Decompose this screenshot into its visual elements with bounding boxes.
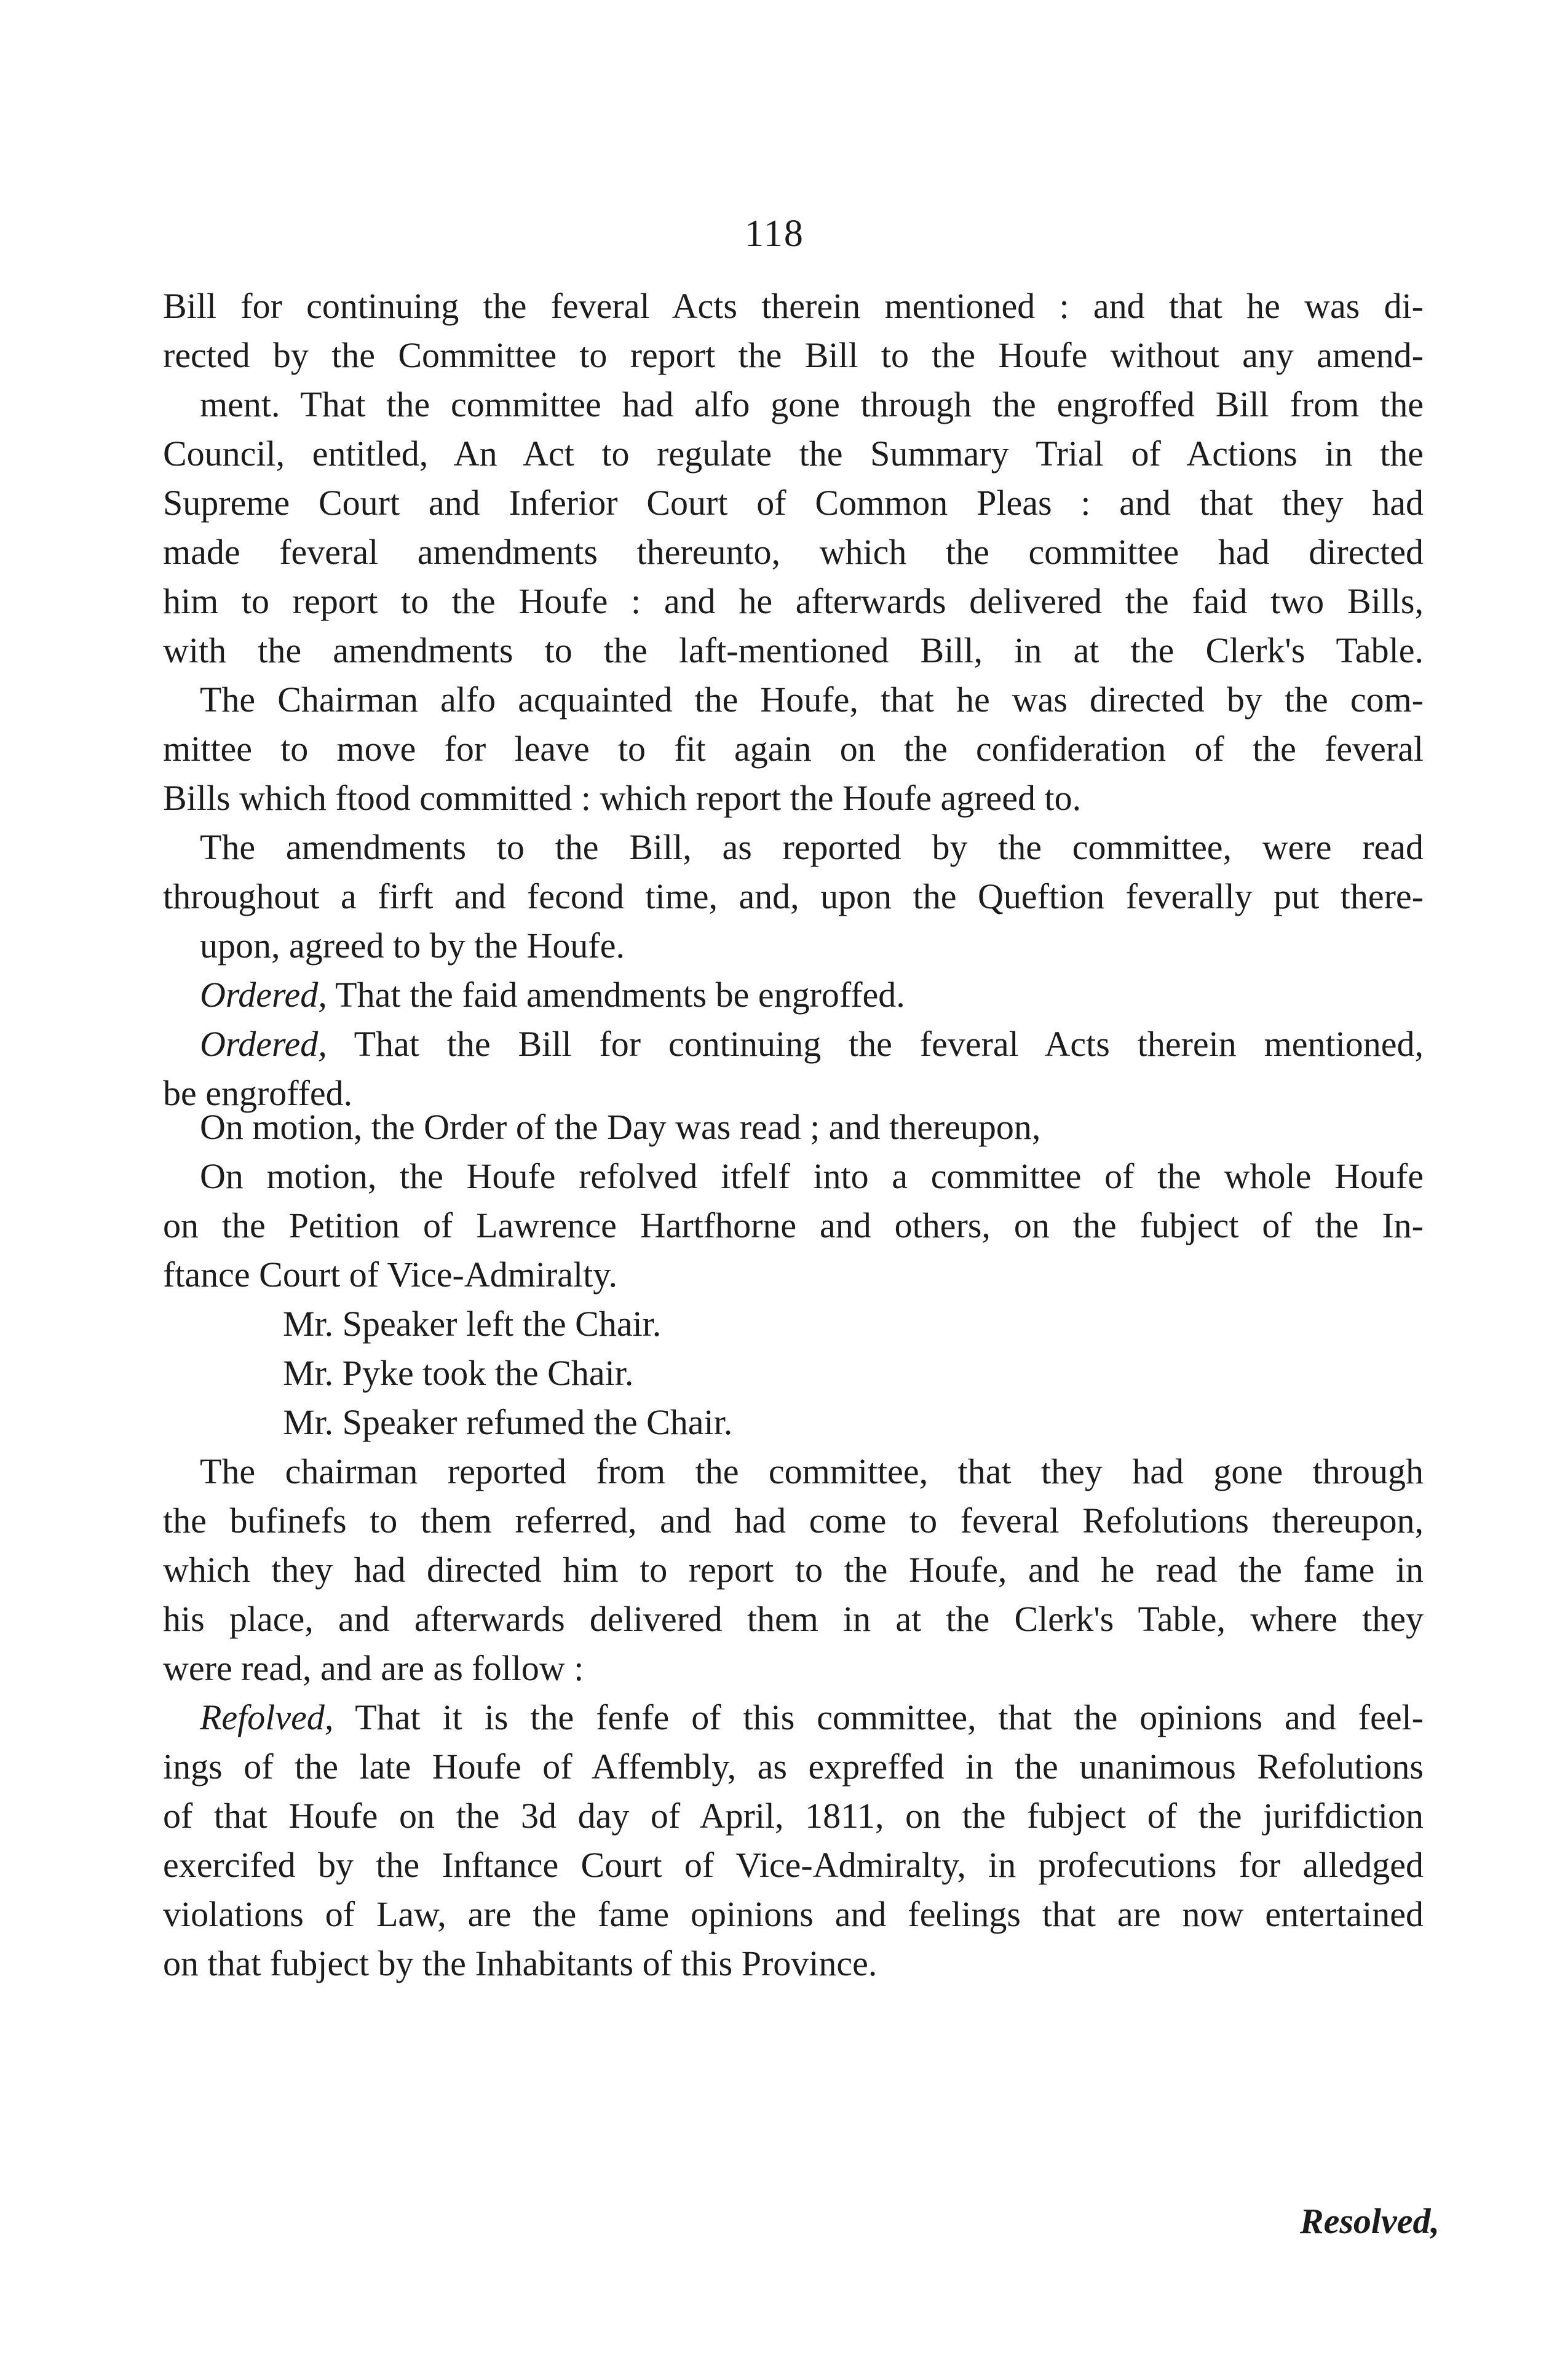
text-line: of that Houfe on the 3d day of April, 1811, on the fubject of the jurifdiction — [163, 1796, 1424, 1836]
ordered-label: Ordered, — [200, 1024, 327, 1064]
text-line: Supreme Court and Inferior Court of Common Pleas : and that they had — [163, 483, 1424, 523]
text-line: The amendments to the Bill, as reported by the committee, were read — [200, 827, 1424, 867]
text-line: the bufinefs to them referred, and had come to feveral Refolutions thereupon, — [163, 1501, 1424, 1541]
ordered-text: That the faid amendments be engroffed. — [327, 975, 905, 1015]
committee-of-whole-section — [163, 1103, 1424, 1988]
text-line: ment. That the committee had alfo gone through the engroffed Bill from the — [200, 384, 1424, 424]
text-line: ftance Court of Vice-Admiralty. — [163, 1255, 617, 1295]
text-line: on the Petition of Lawrence Hartfhorne and others, on the fubject of the In- — [163, 1205, 1424, 1245]
text-line: violations of Law, are the fame opinions and feelings that are now entertained — [163, 1894, 1424, 1934]
page-number: 118 — [745, 213, 804, 255]
text-line: exercifed by the Inftance Court of Vice-Admiralty, in profecutions for alledged — [163, 1845, 1424, 1885]
text-line: which they had directed him to report to the Houfe, and he read the fame in — [163, 1550, 1424, 1590]
chair-change-line: Mr. Pyke took the Chair. — [283, 1353, 634, 1393]
text-line: The chairman reported from the committee, that they had gone through — [200, 1451, 1424, 1491]
chair-change-line: Mr. Speaker refumed the Chair. — [283, 1402, 733, 1442]
text-line: ings of the late Houfe of Affembly, as expreffed in the unanimous Refolutions — [163, 1747, 1424, 1787]
text-line: with the amendments to the laft-mentioned Bill, in at the Clerk's Table. — [163, 630, 1424, 670]
text-line: throughout a firft and fecond time, and, upon the Queftion feverally put there- — [163, 876, 1424, 916]
ordered-label: Ordered, — [200, 975, 327, 1015]
text-line: On motion, the Houfe refolved itfelf into a committee of the whole Houfe — [200, 1156, 1424, 1196]
text-line: him to report to the Houfe : and he afterwards delivered the faid two Bills, — [163, 581, 1424, 621]
text-line: mittee to move for leave to fit again on the confideration of the feveral — [163, 729, 1424, 769]
text-line: On motion, the Order of the Day was read ; and thereupon, — [200, 1107, 1041, 1147]
text-line: be engroffed. — [163, 1073, 353, 1113]
catchword: Resolved, — [1299, 2201, 1440, 2241]
committee-report-section — [163, 282, 1424, 1118]
text-line: The Chairman alfo acquainted the Houfe, that he was directed by the com- — [200, 680, 1424, 720]
text-line: Bills which ftood committed : which report the Houfe agreed to. — [163, 778, 1082, 818]
ordered-amendments-line — [163, 970, 1424, 1020]
text-line: Bill for continuing the feveral Acts therein mentioned : and that he was di- — [163, 286, 1424, 326]
text-line: his place, and afterwards delivered them in at the Clerk's Table, where they — [163, 1599, 1424, 1639]
ordered-bill-line — [163, 1020, 1424, 1069]
resolution-first-line — [163, 1693, 1424, 1742]
text-line: were read, and are as follow : — [163, 1648, 584, 1688]
text-line: made feveral amendments thereunto, which the committee had directed — [163, 532, 1424, 572]
text-line: on that fubject by the Inhabitants of this Province. — [163, 1943, 878, 1983]
text-line: Council, entitled, An Act to regulate the Summary Trial of Actions in the — [163, 434, 1424, 474]
chair-change-line: Mr. Speaker left the Chair. — [283, 1304, 662, 1344]
ordered-text: That the Bill for continuing the feveral Acts therein mentioned, — [327, 1024, 1424, 1064]
text-line: upon, agreed to by the Houfe. — [200, 926, 625, 966]
resolved-label: Refolved, — [200, 1697, 334, 1737]
text-line: rected by the Committee to report the Bill to the Houfe without any amend- — [163, 335, 1424, 375]
resolution-text: That it is the fenfe of this committee, that the opinions and feel- — [333, 1697, 1424, 1737]
